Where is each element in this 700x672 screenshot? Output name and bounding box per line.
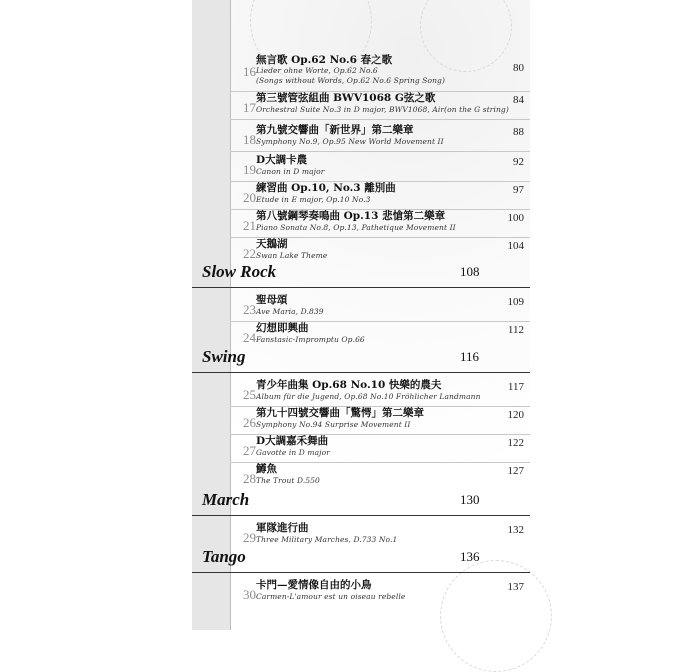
- entry-number: 22: [243, 246, 256, 261]
- entry-title: 第八號鋼琴奏鳴曲 Op.13 悲愴第二樂章: [256, 210, 446, 222]
- entry-subtitle: Etude in E major, Op.10 No.3: [256, 195, 371, 204]
- entry-title: 聖母頌: [256, 294, 288, 306]
- entry-subtitle: Carmen-L'amour est un oiseau rebelle: [256, 592, 406, 601]
- entry-number: 23: [243, 302, 256, 317]
- entry-number: 19: [243, 162, 256, 177]
- entry-number: 25: [243, 387, 256, 402]
- entry-subtitle: Album für die Jugend, Op.68 No.10 Fröhlicher Landmann: [256, 392, 481, 401]
- entry-title: 第九十四號交響曲「驚愕」第二樂章: [256, 407, 424, 419]
- section-title: Swing: [202, 347, 246, 366]
- entry-number: 30: [243, 587, 256, 602]
- section-header-march[interactable]: [192, 488, 530, 516]
- entry-title: 練習曲 Op.10, No.3 離別曲: [256, 182, 396, 194]
- section-page-number: 108: [460, 264, 480, 279]
- entry-page-number: 88: [513, 126, 524, 138]
- entry-number: 17: [243, 100, 256, 115]
- entry-page-number: 80: [513, 62, 524, 74]
- entry-subtitle: Symphony No.9, Op.95 New World Movement II: [256, 137, 444, 146]
- entry-number: 27: [243, 443, 256, 458]
- entry-subtitle-2: (Songs without Words, Op.62 No.6 Spring Song): [256, 76, 445, 85]
- entry-number: 26: [243, 415, 256, 430]
- entry-subtitle: Three Military Marches, D.733 No.1: [256, 535, 398, 544]
- entry-title: 軍隊進行曲: [256, 522, 309, 534]
- entry-page-number: 112: [507, 324, 524, 336]
- section-title: Tango: [202, 547, 246, 566]
- section-header-tango[interactable]: [192, 545, 530, 573]
- entry-title: 卡門—愛情像自由的小鳥: [256, 579, 372, 591]
- entry-title: 天鵝湖: [256, 238, 288, 250]
- entry-page-number: 117: [507, 381, 524, 393]
- entry-page-number: 137: [507, 581, 524, 593]
- entry-page-number: 92: [513, 156, 524, 168]
- entry-subtitle: Gavotte in D major: [256, 448, 330, 457]
- entry-page-number: 97: [513, 184, 524, 196]
- entry-title: D大調嘉禾舞曲: [256, 435, 329, 447]
- entry-subtitle: Lieder ohne Worte, Op.62 No.6: [256, 66, 378, 75]
- entry-title: 青少年曲集 Op.68 No.10 快樂的農夫: [256, 379, 442, 391]
- entry-page-number: 132: [507, 524, 524, 536]
- entry-subtitle: Fanstasic-Impromptu Op.66: [256, 335, 365, 344]
- entry-number: 18: [243, 132, 256, 147]
- entry-subtitle: Ave Maria, D.839: [256, 307, 324, 316]
- entry-page-number: 84: [513, 94, 524, 106]
- entry-page-number: 109: [507, 296, 524, 308]
- entry-title: 第三號管弦組曲 BWV1068 G弦之歌: [256, 92, 436, 104]
- entry-number: 21: [243, 218, 256, 233]
- entry-title: 鱒魚: [256, 463, 277, 475]
- entry-title: 無言歌 Op.62 No.6 春之歌: [256, 54, 393, 66]
- toc-entry[interactable]: [230, 573, 530, 607]
- entry-number: 20: [243, 190, 256, 205]
- entry-title: 第九號交響曲「新世界」第二樂章: [256, 124, 414, 136]
- section-page-number: 136: [460, 549, 480, 564]
- entry-page-number: 127: [507, 465, 524, 477]
- entry-subtitle: Orchestral Suite No.3 in D major, BWV1068, Air(on the G string): [256, 105, 509, 114]
- entry-subtitle: The Trout D.550: [256, 476, 320, 485]
- entry-number: 24: [243, 330, 256, 345]
- entry-subtitle: Piano Sonata No.8, Op.13, Pathetique Movement II: [256, 223, 456, 232]
- section-page-number: 130: [460, 492, 480, 507]
- toc-entry[interactable]: [230, 457, 530, 491]
- section-title: Slow Rock: [202, 262, 277, 281]
- entry-title: 幻想即興曲: [256, 322, 309, 334]
- entry-subtitle: Swan Lake Theme: [256, 251, 328, 260]
- entry-subtitle: Canon in D major: [256, 167, 325, 176]
- entry-page-number: 100: [507, 212, 524, 224]
- section-page-number: 116: [460, 349, 480, 364]
- left-margin-band: [192, 0, 230, 630]
- entry-title: D大調卡農: [256, 154, 308, 166]
- entry-subtitle: Symphony No.94 Surprise Movement II: [256, 420, 411, 429]
- entry-page-number: 104: [507, 240, 524, 252]
- section-title: March: [202, 490, 250, 509]
- section-header-swing[interactable]: [192, 345, 530, 373]
- entry-page-number: 122: [507, 437, 524, 449]
- entry-number: 29: [243, 530, 256, 545]
- entry-number: 16: [243, 64, 256, 79]
- toc-entry[interactable]: [230, 118, 530, 152]
- section-header-slow-rock[interactable]: [192, 260, 530, 288]
- toc-entry[interactable]: [230, 86, 530, 120]
- entry-page-number: 120: [507, 409, 524, 421]
- entry-number: 28: [243, 471, 256, 486]
